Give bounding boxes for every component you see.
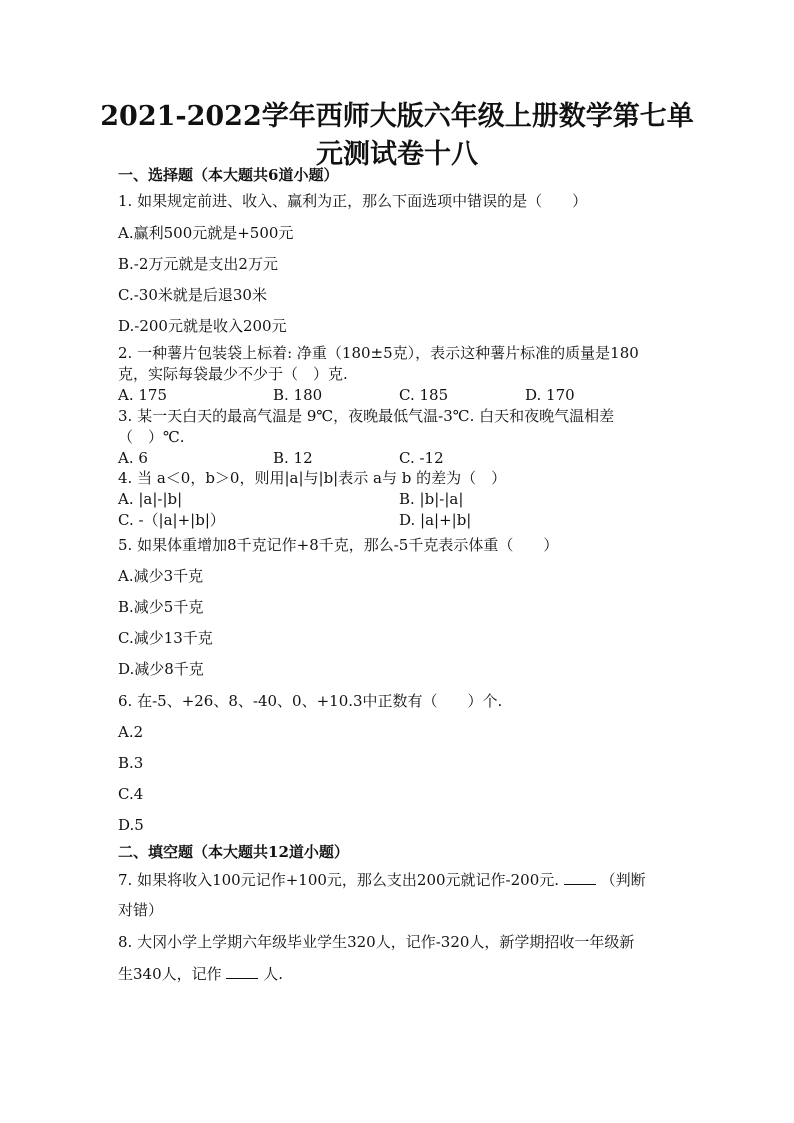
question-8-stem-suffix: 人. bbox=[263, 965, 283, 983]
question-5-option-b: B.减少5千克 bbox=[118, 598, 204, 616]
question-1-stem: 1. 如果规定前进、收入、赢利为正，那么下面选项中错误的是（ ） bbox=[118, 192, 588, 210]
question-4-stem: 4. 当 a＜0，b＞0，则用|a|与|b|表示 a与 b 的差为（ ） bbox=[118, 469, 507, 487]
question-3-option-b: B. 12 bbox=[273, 449, 313, 467]
question-6-option-b: B.3 bbox=[118, 754, 144, 772]
question-7-stem-line-1 bbox=[118, 869, 646, 890]
section-heading-choice: 一、选择题（本大题共6道小题） bbox=[118, 166, 339, 184]
question-8-stem-text: 生340人，记作 bbox=[118, 965, 222, 983]
question-7-stem-line-2: 对错） bbox=[118, 901, 164, 919]
question-5-option-a: A.减少3千克 bbox=[118, 567, 204, 585]
question-3-option-a: A. 6 bbox=[118, 449, 148, 467]
question-6-option-d: D.5 bbox=[118, 816, 144, 834]
question-3-stem-line-1: 3. 某一天白天的最高气温是 9℃，夜晚最低气温-3℃. 白天和夜晚气温相差 bbox=[118, 407, 615, 425]
question-1-option-b: B.-2万元就是支出2万元 bbox=[118, 255, 278, 273]
question-2-stem-line-2: 克，实际每袋最少不少于（ ）克. bbox=[118, 365, 348, 383]
question-7-stem-text: 7. 如果将收入100元记作+100元，那么支出200元就记作-200元. bbox=[118, 871, 560, 889]
question-7-stem-suffix: （判断 bbox=[600, 871, 646, 889]
question-8-stem-line-1: 8. 大冈小学上学期六年级毕业学生320人，记作-320人，新学期招收一年级新 bbox=[118, 933, 635, 951]
question-2-stem-line-1: 2. 一种薯片包装袋上标着: 净重（180±5克），表示这种薯片标准的质量是180 bbox=[118, 344, 639, 362]
question-2-option-b: B. 180 bbox=[273, 386, 323, 404]
question-4-option-a: A. |a|-|b| bbox=[118, 490, 183, 508]
question-7-answer-blank[interactable] bbox=[564, 869, 596, 885]
question-5-option-c: C.减少13千克 bbox=[118, 629, 213, 647]
question-4-option-b: B. |b|-|a| bbox=[399, 490, 464, 508]
question-2-option-d: D. 170 bbox=[525, 386, 575, 404]
question-6-stem: 6. 在-5、+26、8、-40、0、+10.3中正数有（ ）个. bbox=[118, 692, 503, 710]
question-5-option-d: D.减少8千克 bbox=[118, 660, 204, 678]
section-heading-fill-in: 二、填空题（本大题共12道小题） bbox=[118, 843, 349, 861]
question-2-option-c: C. 185 bbox=[399, 386, 449, 404]
question-8-stem-line-2 bbox=[118, 963, 283, 984]
question-8-answer-blank[interactable] bbox=[226, 963, 258, 979]
question-4-option-d: D. |a|+|b| bbox=[399, 511, 472, 529]
question-4-option-c: C. -（|a|+|b|） bbox=[118, 511, 225, 529]
question-1-option-a: A.赢利500元就是+500元 bbox=[118, 224, 294, 242]
question-1-option-c: C.-30米就是后退30米 bbox=[118, 286, 267, 304]
exam-title-line-2: 元测试卷十八 bbox=[316, 139, 478, 170]
question-3-stem-line-2: （ ）℃. bbox=[118, 428, 185, 446]
question-6-option-c: C.4 bbox=[118, 785, 144, 803]
exam-title-line-1: 2021-2022学年西师大版六年级上册数学第七单 bbox=[100, 101, 694, 132]
question-2-option-a: A. 175 bbox=[118, 386, 167, 404]
question-1-option-d: D.-200元就是收入200元 bbox=[118, 317, 287, 335]
question-5-stem: 5. 如果体重增加8千克记作+8千克，那么-5千克表示体重（ ） bbox=[118, 536, 559, 554]
question-6-option-a: A.2 bbox=[118, 723, 144, 741]
question-3-option-c: C. -12 bbox=[399, 449, 444, 467]
